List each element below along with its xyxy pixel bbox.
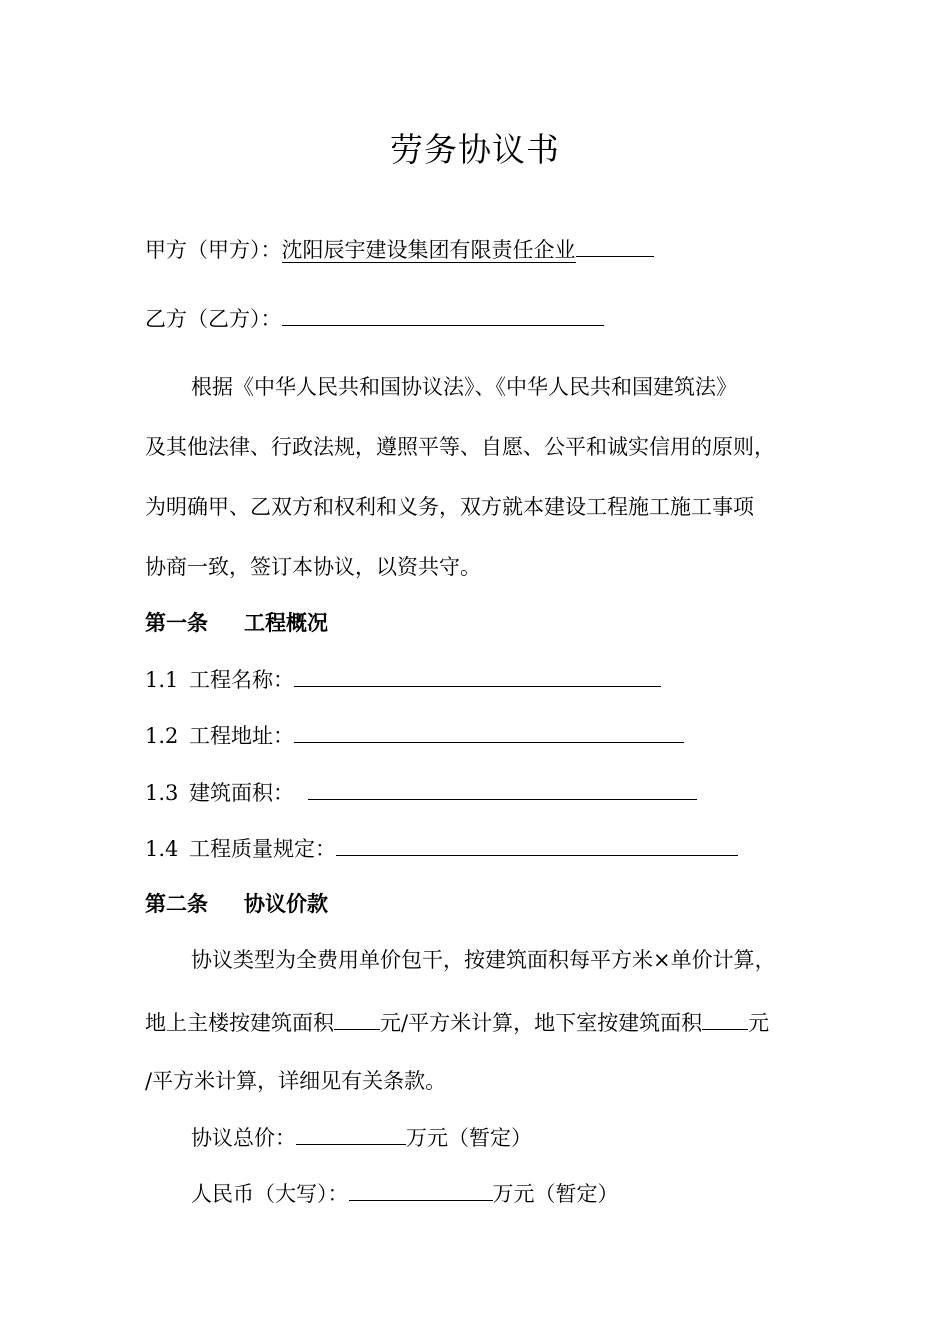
item-1-3-label: 建筑面积： — [189, 781, 294, 805]
intro-line-2: 及其他法律、行政法规，遵照平等、自愿、公平和诚实信用的原则， — [145, 435, 775, 459]
total-price-line — [191, 1122, 532, 1153]
rmb-unit: 万元（暂定） — [492, 1182, 619, 1206]
party-a-value: 沈阳辰宇建设集团有限责任企业 — [281, 238, 576, 262]
party-b-blank — [282, 303, 604, 326]
article-2-heading — [145, 889, 328, 919]
item-1-2-number: 1.2 — [145, 724, 179, 748]
article-1-number: 第一条 — [145, 610, 208, 635]
total-price-label: 协议总价： — [191, 1126, 296, 1150]
item-1-3 — [145, 777, 697, 808]
article-2-number: 第二条 — [145, 891, 208, 916]
party-b-line — [145, 303, 604, 334]
item-1-4-label: 工程质量规定： — [189, 837, 336, 861]
item-1-1-label: 工程名称： — [189, 668, 294, 692]
item-1-1-number: 1.1 — [145, 668, 179, 692]
article-1-title: 工程概况 — [244, 610, 328, 635]
item-1-3-number: 1.3 — [145, 781, 179, 805]
rmb-label: 人民币（大写）： — [191, 1182, 349, 1206]
item-1-2-blank — [294, 720, 684, 743]
price-line-2-part-b: 元/平方米计算，地下室按建筑面积 — [380, 1011, 703, 1035]
item-1-1-blank — [294, 664, 661, 687]
item-1-2 — [145, 720, 684, 751]
rmb-blank — [349, 1178, 493, 1201]
item-1-4 — [145, 833, 738, 864]
item-1-2-label: 工程地址： — [189, 724, 294, 748]
above-ground-price-blank — [334, 1007, 380, 1030]
price-line-2-part-c: 元 — [748, 1011, 770, 1035]
article-2-title: 协议价款 — [244, 891, 328, 916]
party-b-label: 乙方（乙方）： — [145, 307, 282, 331]
intro-line-4: 协商一致，签订本协议，以资共守。 — [145, 555, 481, 579]
intro-line-3: 为明确甲、乙双方和权利和义务，双方就本建设工程施工施工事项 — [145, 495, 754, 519]
price-line-2-part-a: 地上主楼按建筑面积 — [145, 1011, 334, 1035]
party-a-line — [145, 234, 654, 265]
item-1-4-number: 1.4 — [145, 837, 179, 861]
document-title: 劳务协议书 — [390, 130, 560, 169]
rmb-line — [191, 1178, 619, 1209]
price-line-2 — [145, 1007, 769, 1038]
item-1-4-blank — [336, 833, 738, 856]
party-a-label: 甲方（甲方）： — [145, 238, 282, 262]
total-price-unit: 万元（暂定） — [406, 1126, 532, 1150]
article-1-heading — [145, 608, 328, 638]
party-a-underline — [576, 234, 654, 257]
item-1-3-blank — [308, 777, 697, 800]
intro-line-1: 根据《中华人民共和国协议法》、《中华人民共和国建筑法》 — [191, 375, 737, 399]
total-price-blank — [296, 1122, 406, 1145]
basement-price-blank — [702, 1007, 748, 1030]
price-line-3: /平方米计算，详细见有关条款。 — [145, 1069, 447, 1093]
price-line-1: 协议类型为全费用单价包干，按建筑面积每平方米×单价计算， — [191, 948, 776, 972]
item-1-1 — [145, 664, 661, 695]
